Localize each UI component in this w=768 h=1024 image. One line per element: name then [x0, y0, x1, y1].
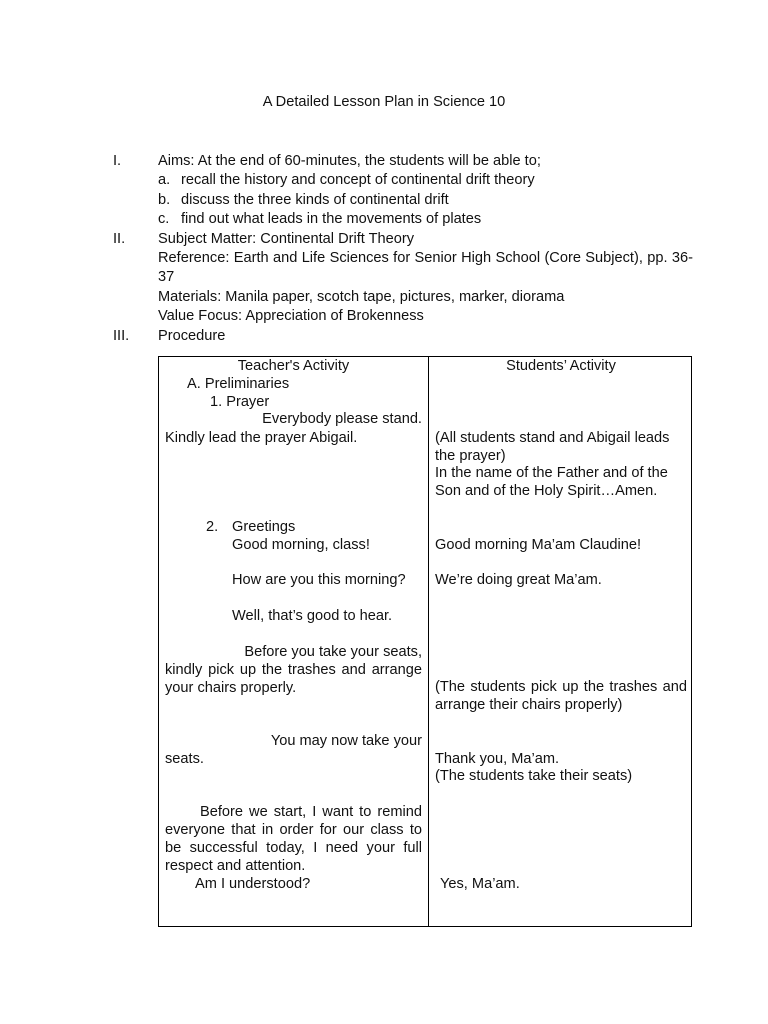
- teacher-greet-line-3: Well, that’s good to hear.: [232, 608, 393, 624]
- preliminaries-heading: A. Preliminaries: [187, 376, 290, 392]
- teacher-understood: Am I understood?: [195, 876, 311, 892]
- student-prayer-line-1: (All students stand and Abigail leads the prayer): [435, 430, 670, 464]
- materials-text: Materials: Manila paper, scotch tape, pictures, marker, diorama: [158, 288, 565, 305]
- prayer-heading: 1. Prayer: [210, 394, 270, 410]
- objective-item: [158, 171, 693, 190]
- student-take-seats-line-1: Thank you, Ma’am.: [435, 751, 560, 767]
- objective-letter: c.: [158, 211, 170, 228]
- student-understood: Yes, Ma’am.: [440, 876, 520, 892]
- section-numeral: II.: [113, 230, 126, 247]
- procedure-text: Procedure: [158, 327, 226, 344]
- student-seats-response: (The students pick up the trashes and arrange their chairs properly): [435, 679, 687, 713]
- objective-text: find out what leads in the movements of plates: [181, 211, 482, 228]
- student-greet-line-2: We’re doing great Ma’am.: [435, 572, 602, 588]
- teacher-take-seats-line-2: seats.: [165, 751, 204, 767]
- lesson-outline: [113, 152, 693, 346]
- column-divider: [428, 357, 429, 926]
- objective-letter: a.: [158, 172, 171, 189]
- greetings-heading: Greetings: [232, 519, 296, 535]
- teacher-seats-line-1: Before you take your seats,: [244, 644, 422, 660]
- teacher-prayer-line-2: Kindly lead the prayer Abigail.: [165, 430, 358, 446]
- activity-table: [158, 356, 692, 927]
- student-prayer-line-2: In the name of the Father and of the Son and of the Holy Spirit…Amen.: [435, 465, 668, 499]
- objective-text: recall the history and concept of continental drift theory: [181, 172, 535, 189]
- student-take-seats-line-2: (The students take their seats): [435, 768, 633, 784]
- section-numeral: I.: [113, 153, 122, 169]
- objective-item: [158, 191, 693, 210]
- teacher-prayer-line-1: Everybody please stand.: [262, 411, 422, 427]
- teacher-activity-header: Teacher's Activity: [237, 358, 350, 374]
- teacher-greet-line-2: How are you this morning?: [232, 572, 406, 588]
- objective-letter: b.: [158, 191, 171, 208]
- teacher-seats-line-2: kindly pick up the trashes and arrange your chairs properly.: [165, 662, 422, 696]
- subject-matter-text: Subject Matter: Continental Drift Theory: [158, 230, 415, 247]
- objective-text: discuss the three kinds of continental drift: [181, 191, 449, 208]
- teacher-greet-line-1: Good morning, class!: [232, 537, 370, 553]
- objective-item: [158, 210, 693, 229]
- reference-text: Reference: Earth and Life Sciences for Senior High School (Core Subject), pp. 36-37: [158, 250, 693, 286]
- aims-section: [113, 152, 693, 230]
- procedure-section: [113, 327, 693, 346]
- section-numeral: III.: [113, 327, 130, 344]
- teacher-reminder: Before we start, I want to remind everyone that in order for our class to be successful today, I need your full respect and attention.: [165, 804, 422, 874]
- students-activity-header: Students’ Activity: [506, 358, 616, 374]
- teacher-take-seats-line-1: You may now take your: [270, 733, 422, 749]
- greetings-number: 2.: [206, 519, 219, 535]
- subject-matter-section: [113, 230, 693, 327]
- document-title: A Detailed Lesson Plan in Science 10: [262, 94, 506, 110]
- value-focus-text: Value Focus: Appreciation of Brokenness: [158, 308, 424, 325]
- student-greet-line-1: Good morning Ma’am Claudine!: [435, 537, 642, 553]
- aims-text: Aims: At the end of 60-minutes, the students will be able to;: [158, 153, 541, 169]
